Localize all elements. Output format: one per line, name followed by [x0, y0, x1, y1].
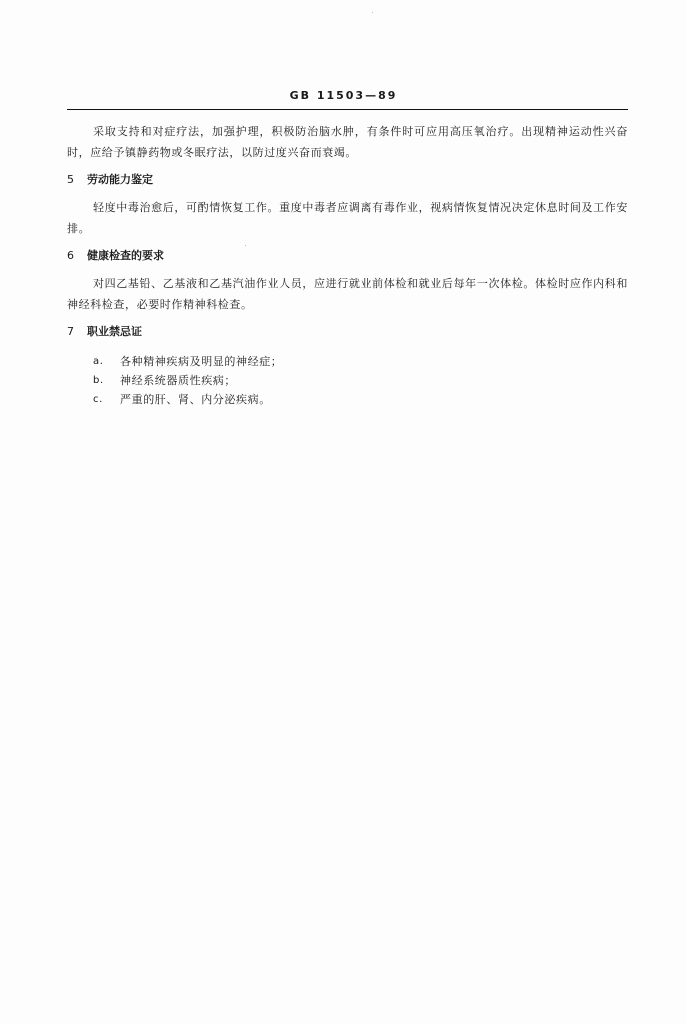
section-6-body-block	[67, 273, 628, 315]
list-marker: b.	[93, 375, 104, 386]
list-item	[67, 390, 628, 409]
section-6	[67, 248, 628, 264]
section-7-heading	[67, 324, 628, 340]
section-5-heading	[67, 172, 628, 188]
contraindication-list	[67, 352, 628, 409]
section-6-number: 6	[67, 249, 74, 262]
list-marker: c.	[93, 394, 103, 405]
list-item-text: 严重的肝、肾、内分泌疾病。	[120, 393, 271, 406]
section-6-heading	[67, 248, 628, 264]
list-marker: a.	[93, 356, 104, 367]
list-item-text: 各种精神疾病及明显的神经症；	[120, 355, 283, 368]
section-7-number: 7	[67, 325, 74, 338]
scan-speck	[372, 12, 373, 13]
section-6-title: 健康检查的要求	[87, 249, 164, 262]
section-7-title: 职业禁忌证	[87, 325, 142, 338]
standard-code-header: GB 11503—89	[289, 89, 398, 102]
scan-speck	[245, 245, 246, 246]
section-6-body: 对四乙基铅、乙基液和乙基汽油作业人员，应进行就业前体检和就业后每年一次体检。体检时应作内科和神经科检查，必要时作精神科检查。	[67, 277, 628, 311]
list-item	[67, 352, 628, 371]
intro-section	[67, 121, 628, 163]
section-7	[67, 324, 628, 340]
section-5-number: 5	[67, 173, 74, 186]
intro-paragraph: 采取支持和对症疗法，加强护理，积极防治脑水肿，有条件时可应用高压氧治疗。出现精神运动性兴奋时，应给予镇静药物或冬眠疗法，以防过度兴奋而衰竭。	[67, 125, 628, 159]
header-rule	[67, 109, 628, 110]
section-5-title: 劳动能力鉴定	[87, 173, 153, 186]
list-item-text: 神经系统器质性疾病；	[120, 374, 236, 387]
list-item	[67, 371, 628, 390]
section-5	[67, 172, 628, 188]
section-5-body-block	[67, 197, 628, 239]
section-5-body: 轻度中毒治愈后，可酌情恢复工作。重度中毒者应调离有毒作业，视病情恢复情况决定休息时间及工作安排。	[67, 201, 628, 235]
